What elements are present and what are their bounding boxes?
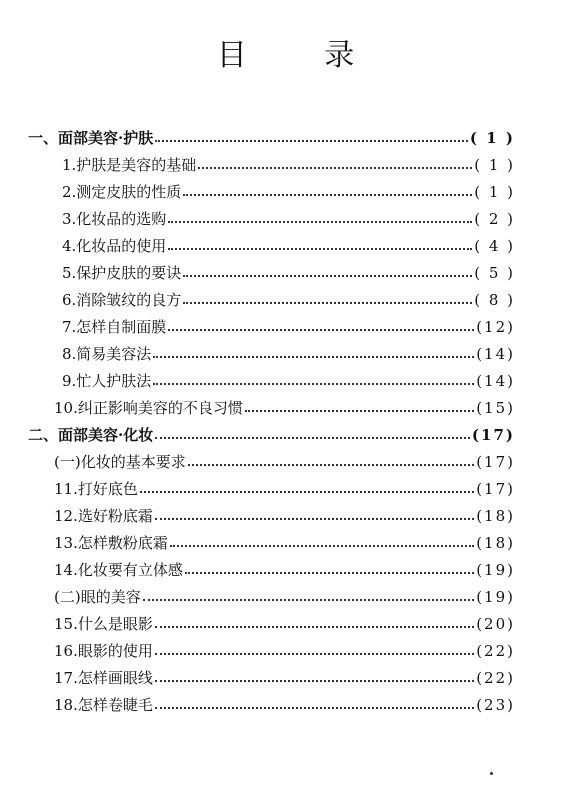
toc-leader bbox=[155, 608, 474, 628]
toc-page: ( 1 ) bbox=[474, 183, 515, 201]
toc-label: 11.打好底色 bbox=[54, 480, 138, 498]
toc-entry[interactable] bbox=[54, 552, 515, 579]
toc-label: (二)眼的美容 bbox=[54, 588, 141, 606]
toc-page: (22) bbox=[476, 669, 515, 687]
toc-entry[interactable] bbox=[62, 228, 515, 255]
toc-label: 1.护肤是美容的基础 bbox=[62, 156, 197, 174]
toc-leader bbox=[168, 230, 472, 250]
toc-leader bbox=[198, 149, 472, 169]
toc-page: (19) bbox=[476, 561, 515, 579]
toc-label: 16.眼影的使用 bbox=[54, 642, 153, 660]
toc-page: (17) bbox=[476, 453, 515, 471]
toc-page: (17) bbox=[476, 480, 515, 498]
toc-page: (14) bbox=[476, 345, 515, 363]
toc-label: 4.化妆品的使用 bbox=[62, 237, 167, 255]
toc-page: (14) bbox=[476, 372, 515, 390]
toc-entry[interactable] bbox=[62, 201, 515, 228]
toc-page: ( 2 ) bbox=[474, 210, 515, 228]
toc-entry[interactable] bbox=[54, 498, 515, 525]
toc-leader bbox=[155, 689, 474, 709]
toc-label: (一)化妆的基本要求 bbox=[54, 453, 186, 471]
toc-entry[interactable] bbox=[54, 525, 515, 552]
toc-entry[interactable] bbox=[62, 147, 515, 174]
scan-speck bbox=[490, 772, 493, 775]
toc-entry[interactable] bbox=[62, 363, 515, 390]
toc-entry[interactable] bbox=[54, 687, 515, 714]
toc-leader bbox=[155, 122, 468, 142]
toc-leader bbox=[140, 473, 474, 493]
toc-entry[interactable] bbox=[62, 336, 515, 363]
toc-entry[interactable] bbox=[62, 309, 515, 336]
toc-page: ( 8 ) bbox=[474, 291, 515, 309]
toc-page: (18) bbox=[476, 507, 515, 525]
toc-leader bbox=[168, 203, 472, 223]
toc-leader bbox=[155, 662, 474, 682]
toc-leader bbox=[245, 392, 474, 412]
toc-label: 14.化妆要有立体感 bbox=[54, 561, 183, 579]
toc-label: 2.测定皮肤的性质 bbox=[62, 183, 182, 201]
toc-label: 12.选好粉底霜 bbox=[54, 507, 153, 525]
toc-leader bbox=[170, 527, 474, 547]
toc-section-2[interactable] bbox=[28, 417, 515, 444]
toc-subsection[interactable] bbox=[54, 444, 515, 471]
toc-entry[interactable] bbox=[54, 390, 515, 417]
toc-page: (15) bbox=[476, 399, 515, 417]
toc-leader bbox=[183, 176, 472, 196]
toc-page: (22) bbox=[476, 642, 515, 660]
toc-entry[interactable] bbox=[54, 633, 515, 660]
toc-leader bbox=[155, 635, 474, 655]
toc-leader bbox=[155, 500, 474, 520]
toc-label: 10.纠正影响美容的不良习惯 bbox=[54, 399, 243, 417]
toc-page: (19) bbox=[476, 588, 515, 606]
toc-label: 7.怎样自制面膜 bbox=[62, 318, 167, 336]
toc-page: ( 4 ) bbox=[474, 237, 515, 255]
toc-page: ( 5 ) bbox=[474, 264, 515, 282]
toc-leader bbox=[183, 257, 472, 277]
toc-entry[interactable] bbox=[62, 255, 515, 282]
toc-leader bbox=[185, 554, 474, 574]
toc-page: (17) bbox=[471, 426, 515, 444]
toc-subsection[interactable] bbox=[54, 579, 515, 606]
toc-leader bbox=[155, 419, 470, 439]
toc-label: 5.保护皮肤的要诀 bbox=[62, 264, 182, 282]
toc-leader bbox=[183, 284, 472, 304]
toc-label: 一、面部美容·护肤 bbox=[28, 129, 154, 147]
toc-leader bbox=[188, 446, 474, 466]
toc-label: 6.消除皱纹的良方 bbox=[62, 291, 182, 309]
toc-leader bbox=[143, 581, 474, 601]
toc-page: (12) bbox=[476, 318, 515, 336]
toc-label: 17.怎样画眼线 bbox=[54, 669, 153, 687]
toc-page: ( 1 ) bbox=[474, 156, 515, 174]
toc-label: 15.什么是眼影 bbox=[54, 615, 153, 633]
toc-label: 13.怎样敷粉底霜 bbox=[54, 534, 168, 552]
toc-page: (20) bbox=[476, 615, 515, 633]
toc-entry[interactable] bbox=[54, 660, 515, 687]
toc-leader bbox=[153, 365, 474, 385]
toc-page: (18) bbox=[476, 534, 515, 552]
toc-entry[interactable] bbox=[62, 282, 515, 309]
toc-label: 3.化妆品的选购 bbox=[62, 210, 167, 228]
toc-section-1[interactable] bbox=[28, 120, 515, 147]
toc-label: 8.简易美容法 bbox=[62, 345, 152, 363]
toc-entry[interactable] bbox=[54, 606, 515, 633]
toc-entry[interactable] bbox=[54, 471, 515, 498]
toc-page: ( 1 ) bbox=[469, 129, 515, 147]
toc-entry[interactable] bbox=[62, 174, 515, 201]
toc-label: 9.忙人护肤法 bbox=[62, 372, 152, 390]
toc-page: (23) bbox=[476, 696, 515, 714]
toc-label: 二、面部美容·化妆 bbox=[28, 426, 154, 444]
toc-leader bbox=[168, 311, 474, 331]
page-title: 目 录 bbox=[216, 38, 389, 73]
toc-label: 18.怎样卷睫毛 bbox=[54, 696, 153, 714]
toc-leader bbox=[153, 338, 474, 358]
